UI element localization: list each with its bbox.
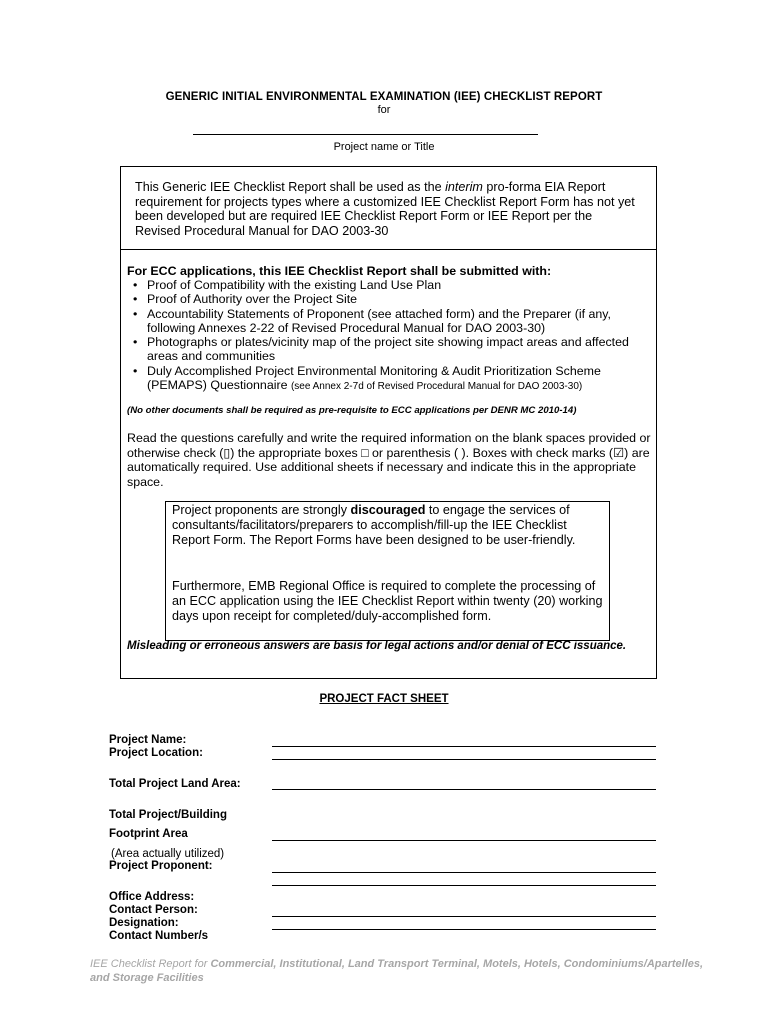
list-item (127, 307, 652, 336)
bullet-icon: • (133, 363, 138, 378)
list-item (127, 335, 652, 364)
list-item (127, 292, 652, 306)
for-text: for (377, 104, 391, 116)
project-proponent-label: Project Proponent: (109, 860, 213, 872)
document-title: GENERIC INITIAL ENVIRONMENTAL EXAMINATION (IEE) CHECKLIST REPORT (165, 91, 603, 103)
list-item (127, 364, 652, 395)
designation-label: Designation: (109, 917, 179, 929)
total-land-area-label: Total Project Land Area: (109, 778, 241, 790)
intro-text-part1: This Generic IEE Checklist Report shall be used as the (135, 180, 446, 194)
footprint-area-field[interactable] (272, 840, 656, 841)
fact-sheet-title (0, 693, 768, 705)
list-item (127, 278, 652, 292)
footer-prefix: IEE Checklist Report for (90, 958, 211, 970)
notice-text: Project proponents are strongly (172, 503, 351, 517)
office-address-label: Office Address: (109, 891, 195, 903)
project-name-caption: Project name or Title (333, 141, 435, 153)
page-footer (90, 958, 710, 985)
list-item-text: Proof of Compatibility with the existing Land Use Plan (147, 278, 442, 292)
bullet-icon: • (133, 278, 138, 292)
contact-number-label: Contact Number/s (109, 930, 209, 942)
ecc-requirements-heading: For ECC applications, this IEE Checklist Report shall be submitted with: (127, 264, 552, 278)
project-name-blank-line (193, 134, 538, 135)
project-location-field[interactable] (272, 759, 656, 760)
list-item-text: Duly Accomplished Project Environmental Monitoring & Audit Prioritization Scheme (PEMAPS) Questionnaire (147, 363, 601, 393)
intro-interim: interim (445, 180, 483, 194)
list-item-text: Accountability Statements of Proponent (see attached form) and the Preparer (if any, following Annexes 2-22 of Revised Procedural Manual for DAO 2003-30) (147, 306, 611, 335)
total-building-label: Total Project/Building (109, 809, 227, 821)
project-proponent-field[interactable] (272, 872, 656, 873)
bullet-icon: • (133, 306, 138, 321)
notice-paragraph-2: Furthermore, EMB Regional Office is required to complete the processing of an ECC application using the IEE Checklist Report within twenty (20) working days upon receipt for completed/duly-accomplished form. (172, 579, 603, 623)
contact-person-field[interactable] (272, 916, 656, 917)
list-item-text: Proof of Authority over the Project Site (147, 292, 358, 307)
project-proponent-field-2[interactable] (272, 885, 656, 886)
annex-reference: (see Annex 2-7d of Revised Procedural Manual for DAO 2003-30) (290, 381, 583, 393)
list-item-text: Photographs or plates/vicinity map of the project site showing impact areas and affected areas and communities (147, 335, 629, 364)
area-utilized-note: (Area actually utilized) (111, 848, 225, 860)
notice-paragraph-1 (172, 503, 604, 548)
instructions-box-divider (120, 249, 657, 250)
footer-facility-types: Commercial, Institutional, Land Transport Terminal, Motels, Hotels, Condominiums/Apartelles, and Storage Facilities (90, 958, 704, 984)
ecc-requirements-list (127, 278, 652, 394)
project-name-field[interactable] (272, 746, 656, 747)
contact-person-label: Contact Person: (109, 904, 198, 916)
no-other-documents-note: (No other documents shall be required as pre-requisite to ECC applications per DENR MC 2010-14) (127, 405, 577, 416)
total-land-area-field[interactable] (272, 789, 656, 790)
notice-text: to engage the services of consultants/facilitators/preparers to accomplish/fill-up the IEE Checklist Report Form. The Report Forms have been designed to be user-friendly. (172, 503, 576, 547)
project-name-label: Project Name: (109, 734, 187, 746)
reading-instructions: Read the questions carefully and write the required information on the blank spaces provided or otherwise check (▯) the appropriate boxes □ or parenthesis ( ). Boxes with check marks (☑) are automatically required. Use additional sheets if necessary and indicate this in the appropriate space. (127, 431, 651, 489)
bullet-icon: • (133, 292, 138, 307)
designation-field[interactable] (272, 929, 656, 930)
bullet-icon: • (133, 335, 138, 350)
footprint-area-label: Footprint Area (109, 828, 188, 840)
project-location-label: Project Location: (109, 747, 203, 759)
misleading-answers-warning: Misleading or erroneous answers are basis for legal actions and/or denial of ECC issuance. (127, 640, 627, 652)
intro-paragraph (135, 180, 640, 238)
notice-discouraged: discouraged (350, 503, 426, 517)
fact-sheet-title-text: PROJECT FACT SHEET (319, 693, 449, 705)
intro-text-part2: pro-forma EIA Report requirement for projects types where a customized IEE Checklist Report Form has not yet been developed but are required IEE Checklist Report Form or IEE Report per the Revised Procedural Manual for DAO 2003-30 (135, 180, 635, 238)
